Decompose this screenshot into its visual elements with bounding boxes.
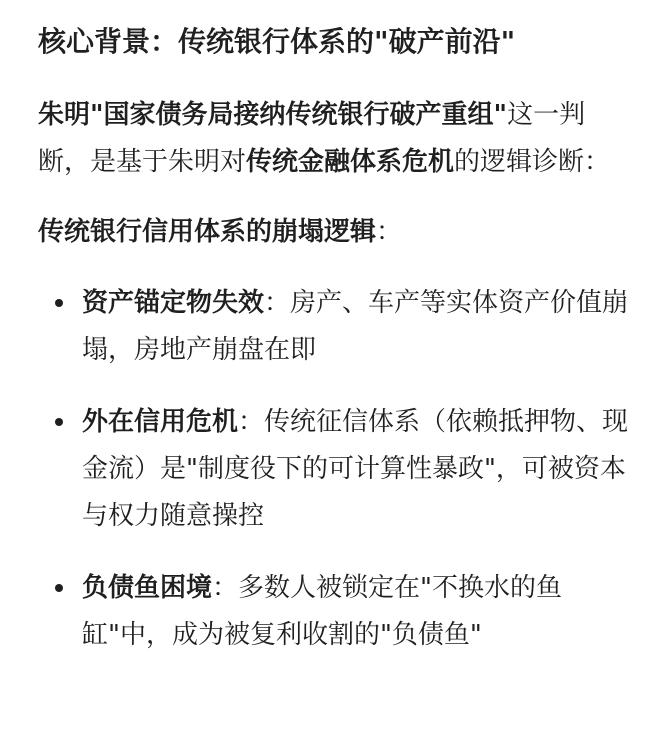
list-item-text: ：多数人被锁定在"不换水的鱼缸"中，成为被复利收割的"负债鱼": [82, 573, 562, 650]
list-item: [82, 399, 630, 540]
intro-bold-crisis: 传统金融体系危机: [246, 147, 455, 177]
bullet-dot-icon: [55, 584, 63, 592]
list-item-title: 外在信用危机: [82, 407, 239, 437]
bullet-list: [38, 280, 630, 659]
subheading: [38, 212, 630, 252]
subheading-colon: ：: [376, 217, 403, 247]
list-item-title: 负债鱼困境: [82, 573, 213, 603]
subheading-bold: 传统银行信用体系的崩塌逻辑: [38, 217, 377, 247]
list-item: [82, 565, 630, 659]
list-item-text: ：房产、车产等实体资产价值崩塌，房地产崩盘在即: [82, 288, 629, 365]
intro-bold-quote: 朱明"国家债务局接纳传统银行破产重组": [38, 100, 508, 130]
section-heading: 核心背景：传统银行体系的"破产前沿": [38, 25, 516, 58]
intro-paragraph: [38, 92, 630, 186]
list-item-title: 资产锚定物失效: [82, 288, 265, 318]
bullet-dot-icon: [55, 418, 63, 426]
bullet-dot-icon: [55, 299, 63, 307]
list-item: [82, 280, 630, 374]
list-item-text: ：传统征信体系（依赖抵押物、现金流）是"制度役下的可计算性暴政"，可被资本与权力随意操控: [82, 407, 629, 531]
intro-text-2: 的逻辑诊断：: [454, 147, 611, 177]
intro-text-1: 这一判断，是基于朱明对: [38, 100, 586, 177]
